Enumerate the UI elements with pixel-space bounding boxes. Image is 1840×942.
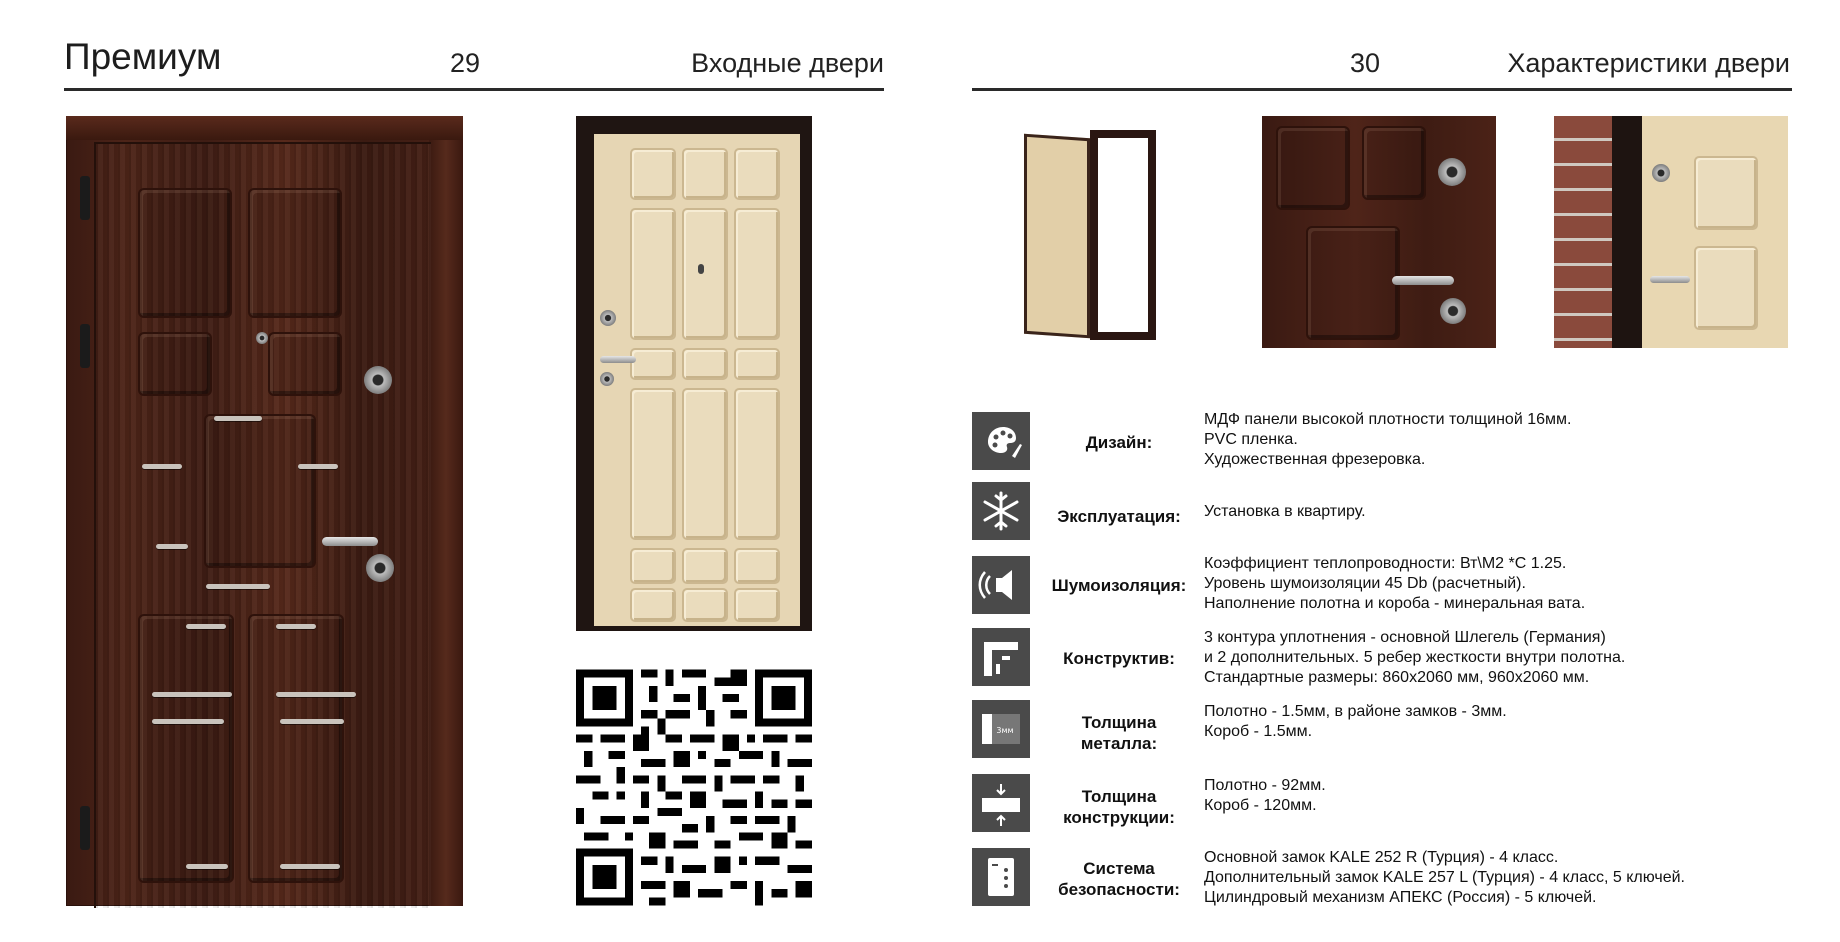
header-rule-right bbox=[972, 88, 1792, 91]
construction-thickness-icon bbox=[972, 774, 1030, 832]
snowflake-icon bbox=[972, 482, 1030, 540]
spec-label-noise: Шумоизоляция: bbox=[1051, 576, 1187, 595]
spec-label-construction: Конструктив: bbox=[1063, 649, 1175, 668]
spec-text-metal: Полотно - 1.5мм, в районе замков - 3мм. Короб - 1.5мм. bbox=[1204, 703, 1507, 740]
spec-text-operation: Установка в квартиру. bbox=[1204, 503, 1366, 520]
spec-text-design: МДФ панели высокой плотности толщиной 16мм. PVC пленка. Художественная фрезеровка. bbox=[1204, 411, 1572, 468]
spec-label-security: Система безопасности: bbox=[1058, 859, 1180, 899]
spec-text-thickness: Полотно - 92мм. Короб - 120мм. bbox=[1204, 777, 1326, 814]
page-number-right: 30 bbox=[1350, 48, 1381, 78]
qr-code bbox=[576, 668, 812, 907]
exterior-detail-photo bbox=[1262, 116, 1496, 348]
door-interior-image bbox=[576, 116, 812, 631]
spec-text-noise: Коэффициент теплопроводности: Вт\М2 *С 1.25. Уровень шумоизоляции 45 Db (расчетный). Наполнение полотна и короба - минеральная вата. bbox=[1204, 555, 1586, 612]
door-exterior-image bbox=[66, 116, 463, 906]
lock-system-icon bbox=[972, 848, 1030, 906]
speaker-icon bbox=[972, 556, 1030, 614]
section-title-left: Входные двери bbox=[691, 48, 884, 78]
spec-label-thickness: Толщина конструкции: bbox=[1063, 787, 1175, 827]
interior-detail-photo bbox=[1554, 116, 1788, 348]
metal-thickness-icon bbox=[972, 700, 1030, 758]
section-title-right: Характеристики двери bbox=[1507, 48, 1790, 78]
corner-profile-icon bbox=[972, 628, 1030, 686]
page-title: Премиум bbox=[64, 36, 222, 77]
open-door-photo bbox=[1020, 122, 1160, 344]
spec-label-metal: Толщина металла: bbox=[1080, 713, 1158, 753]
page-number-left: 29 bbox=[450, 48, 481, 78]
svg-text:3мм: 3мм bbox=[996, 726, 1014, 735]
header-rule-left bbox=[64, 88, 884, 91]
palette-icon bbox=[972, 412, 1030, 470]
spec-text-construction: 3 контура уплотнения - основной Шлегель (Германия) и 2 дополнительных. 5 ребер жесткости внутри полотна. Стандартные размеры: 860х2060 мм, 960х2060 мм. bbox=[1204, 629, 1626, 686]
spec-label-design: Дизайн: bbox=[1085, 433, 1153, 452]
spec-label-operation: Эксплуатация: bbox=[1057, 507, 1181, 526]
spec-text-security: Основной замок KALE 252 R (Турция) - 4 класс. Дополнительный замок KALE 257 L (Турция) - 4 класс, 5 ключей. Цилиндровый механизм АПЕКС (Россия) - 5 ключей. bbox=[1204, 849, 1685, 906]
